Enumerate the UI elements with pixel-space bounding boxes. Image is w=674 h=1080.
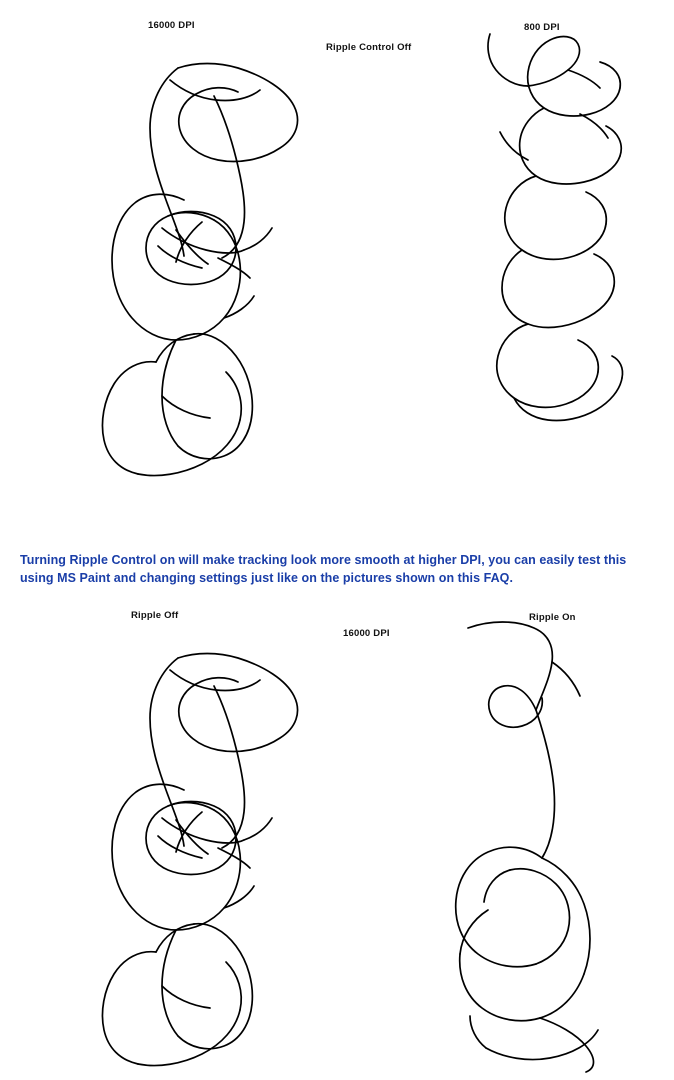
faq-paragraph: [20, 551, 660, 587]
label-800-dpi: 800 DPI: [524, 22, 560, 33]
label-ripple-control-off: Ripple Control Off: [326, 42, 412, 53]
doodle-bottom-left: [50, 640, 310, 1080]
label-16000-dpi-bottom: 16000 DPI: [343, 628, 390, 639]
doodle-bottom-right: [430, 614, 660, 1074]
label-16000-dpi-top-left: 16000 DPI: [148, 20, 195, 31]
label-ripple-off: Ripple Off: [131, 610, 179, 621]
doodle-top-left: [50, 50, 310, 490]
label-ripple-on: Ripple On: [529, 612, 576, 623]
faq-paragraph-line-2: using MS Paint and changing settings just like on the pictures shown on this FAQ.: [20, 571, 513, 586]
doodle-top-right: [440, 28, 660, 428]
faq-paragraph-line-1: Turning Ripple Control on will make tracking look more smooth at higher DPI, you can easily test this: [20, 553, 627, 567]
